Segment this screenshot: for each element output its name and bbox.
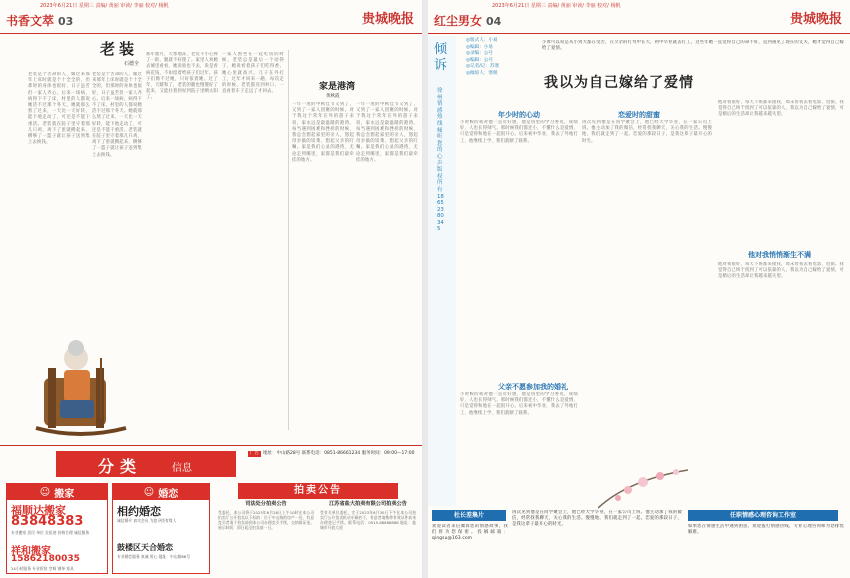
page-number: 03 <box>58 15 74 28</box>
dating-ad-box <box>112 483 210 574</box>
article-column: 他对我很好，每天下班都来接我，周末带我去看电影、逛街。我觉得自己终于找到了可以依靠的人，我以为自己嫁给了爱情，可是婚后的生活却让我越来越失望。 <box>718 262 844 280</box>
ad-head <box>113 484 209 500</box>
classified-title: 分类 <box>98 457 143 476</box>
subheading: 他对我悄悄渐生不满 <box>748 251 811 259</box>
article-author: 石德全 <box>124 61 140 67</box>
bottom-notices <box>428 506 850 578</box>
page-header <box>0 0 422 34</box>
ad-phone: 83848383 <box>11 514 84 529</box>
contact-text: 地址：中山路28号 联系电话：0851-86661234 服务时间：09:00—17:00 <box>263 451 415 456</box>
smile-icon: ☺ <box>39 486 51 498</box>
moving-ad-box <box>6 483 108 574</box>
ad-company-name: 祥和搬家 <box>11 546 51 557</box>
page-number: 04 <box>486 15 502 28</box>
auction-item-title: 司法处分拍卖公告 <box>245 501 287 507</box>
section-title <box>434 12 501 29</box>
editor-list <box>466 38 538 77</box>
side-article-column: 一年一度的中秋佳节又到了，又到了一家人团聚的时候。对于我这个常年在外的游子来说，家永远是最温暖的港湾。每当遇到困难和挫折的时候，我总会想起家里的亲人，想起母亲做的饭菜，想起父亲的叮嘱。家是我们心灵的港湾，无论走到哪里，家都是我们最牵挂的地方。 <box>356 102 418 163</box>
editor-item: ◎编辑：小易 <box>466 44 493 50</box>
auction-item <box>320 501 416 577</box>
ad-company-name: 鼓楼区天合婚恋 <box>117 543 173 552</box>
notice-text: 再次见到他是在同学聚会上，他已经大学毕业，在一家公司上班。他主动加了我的微信，经常找我聊天，关心我的生活。慢慢地，我们就走到了一起。恋爱的那段日子，是我这辈子最开心的时光。 <box>512 510 682 528</box>
subheading: 父亲不愿参加我的婚礼 <box>498 383 568 391</box>
blossom-illustration <box>598 460 688 510</box>
section-name: 红尘男女 <box>434 14 483 28</box>
grandmother-illustration <box>26 328 134 438</box>
auction-item-title: 江苏省盐大拍卖有限公司拍卖公告 <box>329 501 407 507</box>
ad-head-label: 搬家 <box>54 488 75 500</box>
ad-description: 诚信婚介 真实会员 为您寻找有缘人 <box>117 518 177 523</box>
editor-item: ◎版式人：小易 <box>466 38 498 43</box>
classified-section <box>0 445 422 578</box>
article-column: 老装是个苦命的人，嫁过来那年上床时就是个十全全的，但那时的身体也很好，日子虽苦但一家人齐心。后来一场病，病得下不了床，村里的人都说她活不过那个冬天。她就那么熬了过来，一天比一天好转，能下地走动了，可还是不能干重活。老装就在院子里守着那几只鸡，鸡下了蛋就攒起来，攒够了一篮子就让孩子送到集上去换钱。 <box>92 72 142 158</box>
auction-item <box>218 501 314 577</box>
ad-description: 24小时服务 专业拆装 空调 钢琴 家具 <box>11 566 74 571</box>
section-name: 书香文萃 <box>6 14 55 28</box>
auction-item-text: 受委托，本公司将于2023年6月28日上午10时在本公司拍卖厅公开拍卖以下标的：位于中山路的房产一处，有意竞买者请于拍卖前到本公司办理竞买手续，交纳保证金。展示时间：即日起至拍卖前一日。 <box>218 510 314 530</box>
editor-item: ◎录编：公号 <box>466 51 493 56</box>
smile-icon: ☺ <box>143 486 155 498</box>
classified-subtitle: 信息 <box>172 463 192 474</box>
article-column: 一家人围坐在一起吃饭的时候，老装总是最后一个动筷子，她说看着孩子们吃得香，她心里就高兴。儿子在外打工，过年才回来一趟，每次走的时候，老装都送到村口，一直看着车子走远了才回去。 <box>222 52 284 95</box>
auction-item-text: 受有关单位委托，定于2023年6月30日下午在本公司拍卖厅公开拍卖机动车辆若干，有意者请携带有效证件前来办理登记手续。联系电话：0515-88888888 地址：盐城市开放大道 <box>320 510 416 530</box>
section-title <box>6 12 73 29</box>
article-column: 老装是个苦命的人，嫁过来那年上床时就是个十全全的，但那时的身体也很好，日子虽苦但一家人齐心。后来一场病，病得下不了床，村里的人都说她活不过那个冬天。她就那么熬了过来，一天比一天好转，能下地走动了，可还是不能干重活。老装就在院子里守着那几只鸡，鸡下了蛋就攒起来，攒够了一篮子就让孩子送到集上去换钱。 <box>28 72 90 146</box>
ad-description: 专业搬家 居民 单位 长短途 价格合理 诚信服务 <box>11 530 90 535</box>
newspaper-logo: 贵城晚报 <box>789 12 842 27</box>
ad-head-label: 婚恋 <box>158 488 179 500</box>
subheading: 年少时的心动 <box>498 111 540 119</box>
notice-text: 如果您在情感生活中遇到困惑，欢迎拨打情感热线，专业心理咨询师为您排忧解难。 <box>688 524 844 536</box>
auction-notice <box>214 483 422 578</box>
editor-item: ◎编辑：公号 <box>466 57 493 63</box>
notice-head: 任职情感心理咨询工作室 <box>688 510 838 521</box>
feeling-sidebar <box>428 36 456 506</box>
editor-item: ◎倾诉人：寒姐 <box>466 70 498 76</box>
article-title: 我以为自己嫁给了爱情 <box>544 75 694 91</box>
article-intro: 小黄可以说是从小到大都在受苦，在父亲的打骂中长大，初中毕业就去打工，这些年她一直觉得自己的命不好，直到遇见了现在的丈夫，她才觉得自己嫁给了爱情。 <box>542 40 844 52</box>
article-column: 小时候的我对他一直有好感，他是班里的学习委员，成绩好，人也长得帅气。那时候我们都还小，不懂什么是爱情，只是觉得和他在一起很开心。后来初中毕业，我去了外地打工，他继续上学，我们就断了联系。 <box>460 120 578 144</box>
ad-head <box>7 484 107 500</box>
article-column: 他对我很好，每天下班都来接我，周末带我去看电影、逛街。我觉得自己终于找到了可以依靠的人，我以为自己嫁给了爱情，可是婚后的生活却让我越来越失望。 <box>718 100 844 118</box>
side-article-title: 家是港湾 <box>319 82 356 92</box>
editor-item: ◎记者/记：苏寒 <box>466 64 500 69</box>
newspaper-logo: 贵城晚报 <box>361 12 414 27</box>
ad-phone: 15862180035 <box>11 554 80 564</box>
feeling-hotline: 徐州情感热线 倾听您的心声 版权所有 18652380345 <box>437 88 444 233</box>
article-column: 那年腊月，天寒地冻，老装不小心摔了一跤，腿就不好使了。家里人劝她去城里看看，她说啥也不去，说是看病花钱，不如留着给孩子们过年。孩子们拗不过她，只好依着她。过了年，天暖和了，老装的腿也慢慢好了起来，又能拄着拐杖到院子里晒太阳了。 <box>146 52 218 101</box>
left-page <box>0 0 422 578</box>
ad-description: 专业婚恋服务 真诚 用心 地址：中山路88号 <box>117 554 190 559</box>
feeling-title: 倾诉 <box>434 42 448 73</box>
side-article-column: 一年一度的中秋佳节又到了，又到了一家人团聚的时候。对于我这个常年在外的游子来说，家永远是最温暖的港湾。每当遇到困难和挫折的时候，我总会想起家里的亲人，想起母亲做的饭菜，想起父亲的叮嘱。家是我们心灵的港湾，无论走到哪里，家都是我们最牵挂的地方。 <box>292 102 354 163</box>
ad-badge: 广告 <box>250 451 259 456</box>
article-column: 小时候的我对他一直有好感，他是班里的学习委员，成绩好，人也长得帅气。那时候我们都还小，不懂什么是爱情，只是觉得和他在一起很开心。后来初中毕业，我去了外地打工，他继续上学，我们就断了联系。 <box>460 392 578 416</box>
ad-company-name: 相约婚恋 <box>117 505 161 518</box>
article-title: 老装 <box>100 40 139 58</box>
notice-text: 欢迎读者来信倾诉您的情感故事，我们将为您保密。投稿邮箱：qingsu@163.com <box>432 524 508 542</box>
side-article-author: 黄秋霞 <box>326 94 340 99</box>
classified-banner <box>56 451 236 477</box>
ad-company-name: 福顺达搬家 <box>11 504 66 517</box>
auction-head: 拍卖公告 <box>238 483 398 499</box>
column-divider <box>288 50 289 430</box>
page-header <box>428 0 850 34</box>
subheading: 恋爱时的甜蜜 <box>618 111 660 119</box>
right-page <box>428 0 850 578</box>
classified-contact <box>248 451 418 477</box>
article-column: 再次见到他是在同学聚会上，他已经大学毕业，在一家公司上班。他主动加了我的微信，经常找我聊天，关心我的生活。慢慢地，我们就走到了一起。恋爱的那段日子，是我这辈子最开心的时光。 <box>582 120 712 144</box>
notice-head: 杜长差集片 <box>432 510 506 521</box>
date-line: 2023年6月21日 星期三 责编/ 黄丽 审读/ 李丽 校对/ 杨帆 <box>492 3 621 9</box>
date-line: 2023年6月21日 星期三 责编/ 黄丽 审读/ 李丽 校对/ 杨帆 <box>40 3 169 9</box>
